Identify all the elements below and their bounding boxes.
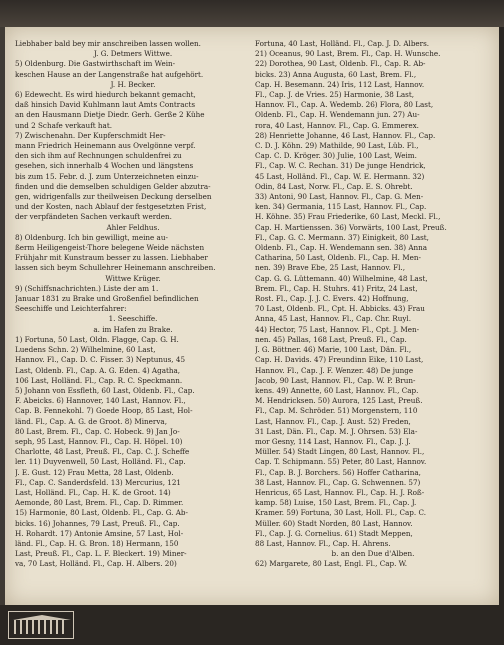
text-line: Rost. Fl., Cap. J. J. C. Evers. 42) Hoffnung,: [255, 294, 409, 304]
text-line: 38 Last, Hannov. Fl., Cap. G. Schwennen. 57): [255, 477, 421, 487]
text-line: 28) Henriette Johanne, 46 Last, Hannov. Fl., Cap.: [255, 130, 436, 140]
text-line: nen. 39) Brave Ebe, 25 Last, Hannov. Fl.,: [255, 263, 405, 273]
text-line: 44) Hector, 75 Last, Hannov. Fl., Cpt. J. Men-: [255, 324, 420, 334]
text-line: va, 70 Last, Holländ. Fl., Cap. H. Albers. 20): [15, 559, 177, 569]
text-line: Oldenb. Fl., Cap. H. Wendemann sen. 38) Anna: [255, 243, 428, 253]
text-line: Fl., Cap. W. C. Rechan. 31) De junge Hendrick,: [255, 161, 426, 171]
text-line: Last, Hannov. Fl., Cap. J. Aust. 52) Freden,: [255, 416, 411, 426]
text-line: Cap. H. Martienssen. 36) Vorwärts, 100 Last, Preuß.: [255, 222, 447, 232]
text-line: Charlotte, 48 Last, Preuß. Fl., Cap. C. J. Scheffe: [15, 447, 190, 457]
text-line: Jacob, 90 Last, Hannov. Fl., Cap. W. P. Brun-: [255, 375, 416, 385]
text-line: Anna, 45 Last, Hannov. Fl., Cap. Chr. Ruyl.: [255, 314, 411, 324]
text-line: Fl., Cap. B. J. Borchers. 56) Hoffer Catharina,: [255, 467, 421, 477]
text-line: 106 Last, Holländ. Fl., Cap. R. C. Speckmann.: [15, 375, 183, 385]
text-line: Fortuna, 40 Last, Holländ. Fl., Cap. J. D. Albers.: [255, 39, 430, 48]
text-line: 8) Oldenburg. Ich bin gewilligt, meine au-: [15, 232, 168, 242]
text-line: 88 Last, Hannov. Fl., Cap. H. Ahrens.: [255, 538, 391, 548]
text-line: Seeschiffe und Leichterfahrer:: [15, 304, 127, 314]
text-line: Fl., Cap. G. C. Mermann. 37) Einigkeit, 80 Last,: [255, 232, 429, 242]
text-line: keschen Hause an der Langenstraße hat aufgehört.: [15, 69, 204, 79]
text-line: den sich ihm auf Rechnungen schuldenfrei zu: [15, 151, 182, 161]
text-line: Liebhaber bald bey mir anschreiben lassen wollen.: [15, 39, 201, 48]
text-line: 45 Last, Holländ. Fl., Cap. W. E. Hermann. 32): [255, 171, 425, 181]
text-line: Cap. C. D. Kröger. 30) Julie, 100 Last, Weim.: [255, 151, 417, 161]
text-line: J. G. Böttner. 46) Marie, 100 Last, Dän. Fl.,: [255, 345, 412, 355]
text-line: 15) Harmonie, 80 Last, Oldenb. Fl., Cap. G. Ab-: [15, 508, 188, 518]
left-column: [15, 39, 251, 595]
text-line: Last, Oldenb. Fl., Cap. A. G. Eden. 4) Agatha,: [15, 365, 181, 375]
text-line: 31 Last, Dän. Fl., Cap. M. J. Ohrsen. 53) Ela-: [255, 426, 418, 436]
text-line: Ahler Feldhus.: [106, 222, 160, 232]
text-line: ler. 11) Duyvenwell, 50 Last, Holländ. Fl., Cap.: [15, 457, 186, 467]
text-line: Last, Preuß. Fl., Cap. L. F. Bleckert. 19) Miner-: [15, 549, 187, 559]
logo-columns-shape: [14, 620, 68, 634]
text-line: Fl., Cap. J. de Vries. 25) Harmonie, 38 Last,: [255, 90, 415, 100]
text-line: H. Köhne. 35) Frau Friederike, 60 Last, Meckl. Fl.,: [255, 212, 441, 222]
text-line: Cap. H. Besemann. 24) Iris, 112 Last, Hannov.: [255, 79, 425, 89]
scan-bottom-bar: [0, 605, 504, 645]
text-line: 7) Zwischenahn. Der Kupferschmidt Her-: [15, 130, 166, 140]
text-line: lassen sich beym Schullehrer Heinemann anschreiben.: [15, 263, 216, 273]
text-line: der verpfändeten Sachen verkauft werden.: [15, 212, 172, 222]
text-line: 5) Oldenburg. Die Gastwirthschaft im Wein-: [15, 59, 176, 69]
text-line: a. im Hafen zu Brake.: [93, 324, 173, 334]
text-line: b. an den Due d'Alben.: [331, 549, 415, 559]
text-line: an den Hausmann Dietje Diedr. Gerh. Gerße 2 Kühe: [15, 110, 205, 120]
text-line: kens. 49) Annette, 60 Last, Hannov. Fl., Cap.: [255, 385, 419, 395]
text-line: mann Friedrich Heinemann aus Ovelgönne verpf.: [15, 141, 196, 151]
text-line: gen, widrigenfalls zur theilweisen Deckung derselben: [15, 192, 212, 202]
text-line: 70 Last, Oldenb. Fl., Cpt. H. Abbicks. 43) Frau: [255, 304, 425, 314]
text-line: gesehen, sich innerhalb 4 Wochen und längstens: [15, 161, 194, 171]
text-line: Brem. Fl., Cap. H. Stuhrs. 41) Fritz, 24 Last,: [255, 283, 418, 293]
text-line: Luedens Schn. 2) Wilhelmine, 60 Last,: [15, 345, 156, 355]
text-line: 5) Johann von Essfleth, 60 Last, Oldenb. Fl., Cap.: [15, 385, 195, 395]
text-line: finden und die demselben schuldigen Gelder abzutra-: [15, 181, 211, 191]
text-line: kamp. 58) Luise, 150 Last, Brem. Fl., Cap. J.: [255, 498, 417, 508]
text-line: 80 Last, Brem. Fl., Cap. C. Hobeck. 9) Jan Jo-: [15, 426, 180, 436]
text-line: Frühjahr mit Kunstraum besser zu lassen. Liebhaber: [15, 253, 208, 263]
text-line: bicks. 16) Johannes, 79 Last, Preuß. Fl., Cap.: [15, 518, 180, 528]
text-line: Henricus, 65 Last, Hannov. Fl., Cap. H. J. Roß-: [255, 487, 425, 497]
text-line: seph, 95 Last, Hannov. Fl., Cap. H. Höpel. 10): [15, 436, 183, 446]
text-line: 1) Fortuna, 50 Last, Oldn. Flagge, Cap. G. H.: [15, 334, 179, 344]
text-line: Müller. 60) Stadt Norden, 80 Last, Hannov.: [255, 518, 413, 528]
text-line: Catharina, 50 Last, Oldenb. Fl., Cap. H. Men-: [255, 253, 421, 263]
text-line: länd. Fl., Cap. H. G. Bron. 18) Hermann, 150: [15, 538, 179, 548]
text-line: Kramer. 59) Fortuna, 30 Last, Holl. Fl., Cap. C.: [255, 508, 426, 518]
text-line: Hannov. Fl., Cap. D. C. Fisser. 3) Neptunus, 45: [15, 355, 186, 365]
text-line: F. Abeicks. 6) Hannover, 140 Last, Hannov. Fl.,: [15, 396, 186, 406]
text-line: bis zum 15. Febr. d. J. zum Unterzeichneten einzu-: [15, 171, 199, 181]
text-line: M. Hendricksen. 50) Aurora, 125 Last, Preuß.: [255, 396, 423, 406]
text-line: Fl., Cap. C. Sanderdsfeld. 13) Mercurius, 121: [15, 477, 181, 487]
text-line: Fl., Cap. M. Schröder. 51) Morgenstern, 110: [255, 406, 418, 416]
text-line: und 2 Schafe verkauft hat.: [15, 120, 113, 130]
scan-top-border: [0, 0, 504, 27]
text-line: nen. 45) Pallas, 168 Last, Preuß. Fl., Cap.: [255, 334, 407, 344]
document-page: [5, 27, 499, 605]
text-line: Oldenb. Fl., Cap. H. Wendemann jun. 27) Au-: [255, 110, 420, 120]
text-line: und der Kosten, nach Ablauf der festgesetzten Frist,: [15, 202, 207, 212]
text-line: J. H. Becker.: [110, 79, 156, 89]
text-line: Hannov. Fl., Cap. J. F. Wenzer. 48) De junge: [255, 365, 414, 375]
text-line: Cap. T. Schipmann. 55) Peter, 80 Last, Hannov.: [255, 457, 427, 467]
text-line: Aemonde, 80 Last, Brem. Fl., Cap. D. Rimmer.: [15, 498, 184, 508]
text-line: 22) Dorothea, 90 Last, Oldenb. Fl., Cap. R. Ab-: [255, 59, 426, 69]
text-line: C. D. J. Köhn. 29) Mathilde, 90 Last, Lüb. Fl.,: [255, 141, 419, 151]
text-line: Odin, 84 Last, Norw. Fl., Cap. E. S. Ohrebt.: [255, 181, 413, 191]
text-line: rora, 40 Last, Hannov. Fl., Cap. G. Emmerex.: [255, 120, 419, 130]
text-line: Cap. B. Fennekohl. 7) Goede Hoop, 85 Last, Hol-: [15, 406, 193, 416]
right-column: [255, 39, 491, 595]
text-line: Cap. H. Davids. 47) Freundinn Eike, 110 Last,: [255, 355, 424, 365]
text-line: J. G. Detmers Wittwe.: [93, 49, 173, 59]
text-line: 21) Oceanus, 90 Last, Brem. Fl., Cap. H. Wunsche.: [255, 49, 441, 59]
text-line: 1. Seeschiffe.: [108, 314, 158, 324]
text-line: Müller. 54) Stadt Lingen, 80 Last, Hannov. Fl.,: [255, 447, 425, 457]
text-line: J. E. Gust. 12) Frau Metta, 28 Last, Oldenb.: [15, 467, 174, 477]
text-line: 33) Antoni, 90 Last, Hannov. Fl., Cap. G. Men-: [255, 192, 424, 202]
text-line: mor Gesny, 114 Last, Hannov. Fl., Cap. J. J.: [255, 436, 411, 446]
text-line: Januar 1831 zu Brake und Großenfiel befindlichen: [15, 294, 199, 304]
scan-right-edge: [499, 27, 504, 605]
text-line: Wittwe Krüger.: [105, 273, 161, 283]
text-line: H. Rohardt. 17) Antonie Amsine, 57 Last, Hol-: [15, 528, 184, 538]
text-line: Hannov. Fl., Cap. A. Wedemb. 26) Flora, 80 Last,: [255, 100, 434, 110]
text-line: ßerm Heiligengeist-Thore belegene Weide nächsten: [15, 243, 205, 253]
library-building-logo: [8, 611, 74, 639]
text-line: daß hinsich David Kuhlmann laut Amts Contracts: [15, 100, 196, 110]
text-line: Last, Holländ. Fl., Cap. H. K. de Groot. 14): [15, 487, 171, 497]
text-line: länd. Fl., Cap. A. G. de Groot. 8) Minerva,: [15, 416, 167, 426]
text-line: Fl., Cap. J. G. Cornelius. 61) Stadt Meppen,: [255, 528, 413, 538]
text-line: Cap. G. G. Lüttemann. 40) Wilhelmine, 48 Last,: [255, 273, 428, 283]
text-line: 6) Edewecht. Es wird hiedurch bekannt gemacht,: [15, 90, 196, 100]
text-line: 62) Margarete, 80 Last, Engl. Fl., Cap. W.: [255, 559, 408, 569]
text-line: bicks. 23) Anna Augusta, 60 Last, Brem. Fl.,: [255, 69, 417, 79]
text-line: ken. 34) Germania, 115 Last, Hannov. Fl., Cap.: [255, 202, 427, 212]
text-line: 9) (Schiffsnachrichten.) Liste der am 1.: [15, 283, 159, 293]
